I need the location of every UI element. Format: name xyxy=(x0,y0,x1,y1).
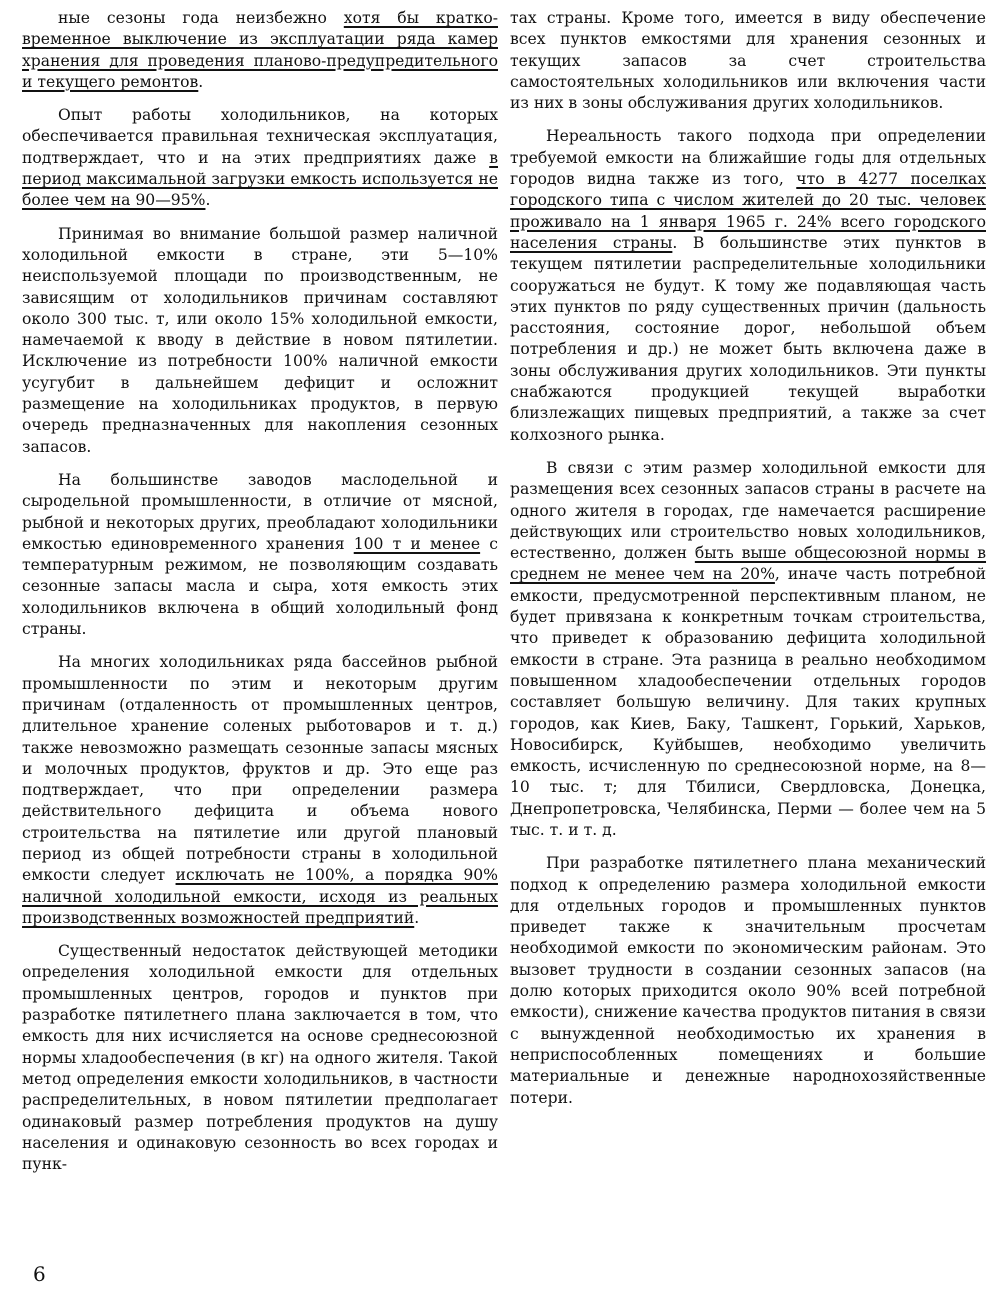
paragraph xyxy=(22,8,498,93)
text-segment: . xyxy=(414,908,420,927)
paragraph xyxy=(510,126,986,445)
text-segment: Нереальность такого подхода при определении требуемой емкости на ближайшие годы для отдельных городов видна также из того, xyxy=(510,127,986,189)
underlined-text: 100 т и менее xyxy=(353,534,481,553)
page-number: 6 xyxy=(33,1262,46,1286)
text-segment: Опыт работы холодильников, на которых обеспечивается правильная техническая эксплуатация, подтверждает, что и на этих предприятиях даже xyxy=(22,106,498,167)
paragraph xyxy=(22,105,498,211)
paragraph xyxy=(510,458,986,841)
paragraph xyxy=(22,470,498,640)
text-segment: Существенный недостаток действующей методики определения холодильной емкости для отдельных промышленных центров, городов и пунктов при разработке пятилетнего плана заключается в том, что емкость для них исчисляется на основе среднесоюзной нормы хладообеспечения (в кг) на одного жителя. Такой метод определения емкости холодильников, в частности распределительных, в новом пятилетии предполагает одинаковый размер потребления продуктов на душу населения и одинаковую сезонность во всех городах и пунк- xyxy=(22,942,498,1174)
underlined-text: быть выше общесоюзной нормы в среднем не менее чем на 20% xyxy=(510,544,987,584)
text-segment: ные сезоны года неизбежно xyxy=(58,9,344,27)
right-column xyxy=(510,8,986,1121)
text-segment: . xyxy=(205,191,211,210)
text-segment: На большинстве заводов маслодельной и сыродельной промышленности, в отличие от мясной, рыбной и некоторых других, преобладают холодильники емкостью единовременного хранения xyxy=(22,470,498,553)
underlined-text: хотя бы кратко-временное выключение из эксплуатации ряда камер хранения для проведения планово-предупредительного и текущего ремонтов xyxy=(22,9,498,91)
paragraph xyxy=(22,941,498,1175)
text-segment: тах страны. Кроме того, имеется в виду обеспечение всех пунктов емкостями для хранения сезонных и текущих запасов за счет строительства самостоятельных холодильников или включения части из них в зоны обслуживания других холодильников. xyxy=(510,9,986,113)
text-segment: . В большинстве этих пунктов в текущем пятилетии распределительные холодильники сооружаться не будут. К тому же подавляющая часть этих пунктов по ряду существенных причин (дальность расстояния, состояние дорог, небольшой объем потребления и др.) не может быть включена даже в зоны обслуживания других холодильников. Эти пункты снабжаются продукцией текущей выработки близлежащих пищевых предприятий, а также за счет колхозного рынка. xyxy=(510,233,987,444)
text-segment: Принимая во внимание большой размер наличной холодильной емкости в стране, эти 5—10% неиспользуемой площади по производственным, не зависящим от холодильников причинам составляют около 300 тыс. т, или около 15% холодильной емкости, намечаемой к вводу в действие в новом пятилетии. Исключение из потребности 100% наличной емкости усугубит в дальнейшем дефицит и осложнит размещение на холодильниках продуктов, в первую очередь предназначенных для накопления сезонных запасов. xyxy=(22,224,498,456)
text-segment: . xyxy=(198,72,204,91)
text-segment: В связи с этим размер холодильной емкости для размещения всех сезонных запасов страны в расчете на одного жителя в городах, где намечается расширение действующих или строительство новых холодильников, естественно, должен xyxy=(510,458,986,563)
underlined-text: исключать не 100%, а порядка 90% наличной холодильной емкости, исходя из реальных производственных возможностей предприятий xyxy=(22,866,498,927)
paragraph xyxy=(510,853,986,1109)
underlined-text: в период максимальной загрузки емкость используется не более чем на 90—95% xyxy=(22,148,498,210)
left-column xyxy=(22,8,498,1187)
text-segment: , иначе часть потребной емкости, предусмотренной перспективным планом, не будет привязана к конкретным точкам строительства, что приведет к образованию дефицита холодильной емкости в стране. Эта разница в реально необходимом повышенном хладообеспечении отдельных городов составляет большую величину. Для таких крупных городов, как Киев, Баку, Ташкент, Горький, Харьков, Новосибирск, Куйбышев, необходимо увеличить емкость, исчисленную по среднесоюзной норме, на 8—10 тыс. т; для Тбилиси, Свердловска, Донецка, Днепропетровска, Челябинска, Перми — более чем на 5 тыс. т. и т. д. xyxy=(510,565,986,839)
paragraph xyxy=(22,224,498,458)
text-segment: с температурным режимом, не позволяющим создавать сезонные запасы масла и сыра, хотя емкость этих холодильников включена в общий холодильный фонд страны. xyxy=(22,534,498,639)
text-segment: При разработке пятилетнего плана механический подход к определению размера холодильной емкости для отдельных городов и промышленных пунктов приведет также к значительным просчетам необходимой емкости по экономическим районам. Это вызовет трудности в создании сезонных запасов (на долю которых приходится около 90% всей потребной емкости), снижение качества продуктов питания в связи с вынужденной необходимостью их хранения в неприспособленных помещениях и большие материальные и денежные народнохозяйственные потери. xyxy=(510,854,986,1107)
underlined-text: что в 4277 поселках городского типа с числом жителей до 20 тыс. человек проживало на 1 января 1965 г. 24% всего городского населения страны xyxy=(510,170,986,252)
paragraph xyxy=(510,8,986,114)
paragraph xyxy=(22,652,498,929)
text-segment: На многих холодильниках ряда бассейнов рыбной промышленности по этим и некоторым другим причинам (отдаленность от промышленных центров, длительное хранение соленых рыботоваров и т. д.) также невозможно размещать сезонные запасы мясных и молочных продуктов, фруктов и др. Это еще раз подтверждает, что при определении размера действительного дефицита и объема нового строительства на пятилетие или другой плановый период из общей потребности страны в холодильной емкости следует xyxy=(22,653,498,885)
